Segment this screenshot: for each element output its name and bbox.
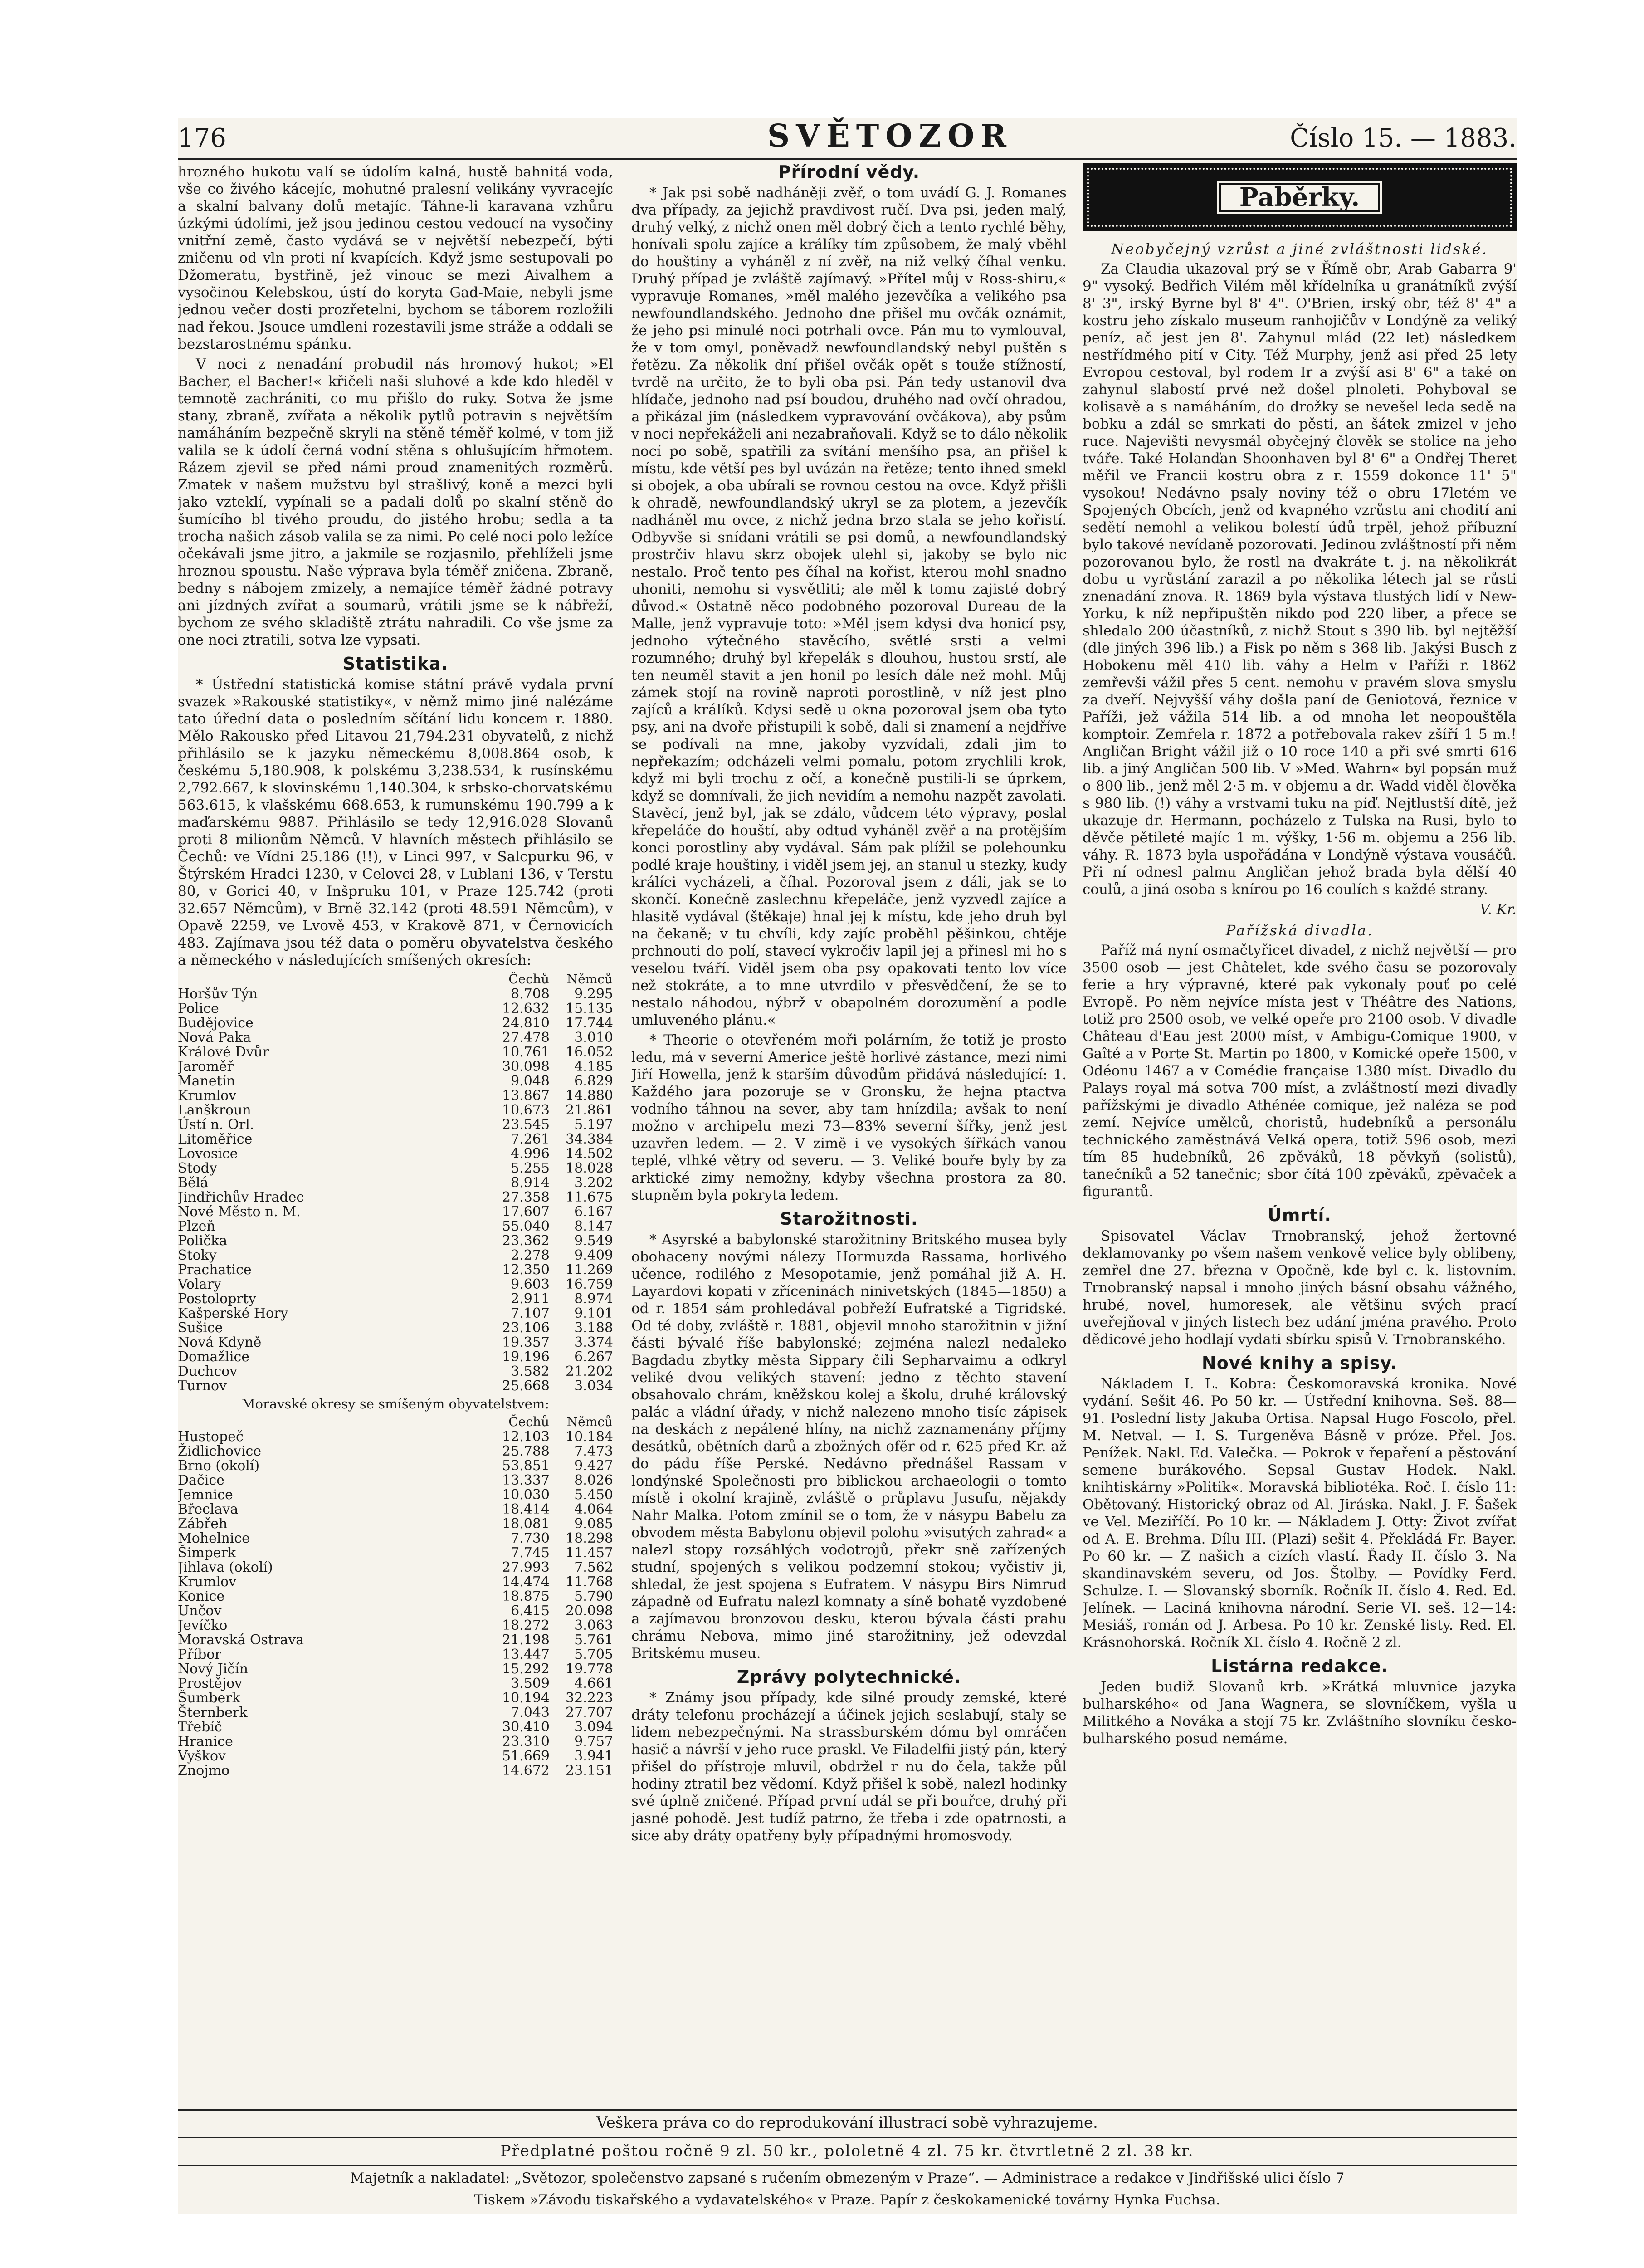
german-count: 6.829 — [574, 1073, 613, 1089]
german-count: 9.101 — [574, 1305, 613, 1321]
german-count: 5.197 — [574, 1117, 613, 1133]
german-count: 21.202 — [566, 1364, 613, 1379]
german-count: 3.188 — [574, 1320, 613, 1336]
section-title-zpravy-polytechnicke: Zprávy polytechnické. — [737, 1667, 961, 1687]
district-name: Hranice — [178, 1734, 233, 1750]
german-count: 19.778 — [566, 1661, 613, 1677]
table-row — [178, 1132, 613, 1147]
column-header: Čechů — [508, 1414, 549, 1429]
czech-count: 27.993 — [502, 1559, 550, 1575]
german-count: 8.026 — [574, 1472, 613, 1488]
district-name: Ústí n. Orl. — [178, 1117, 254, 1133]
german-count: 8.974 — [574, 1291, 613, 1307]
prirodni-paragraph: * Theorie o otevřeném moři polárním, že totiž je prosto ledu, má v severní Americe ještě horlivé zástance, mezi nimi Jiří Howella, jenž k starším důvodům přidává následující: 1. Každého jara pozoruje se v Gronsku, že hejna ptactva vodního táhnou na sever, aby tam hnízdila; avšak to není možno v archipelu mezi 73—83% severní šířky, jenž jest uzavřen ledem. — 2. V zimě i ve vysokých šířkách vanou teplé, vlhké větry od severu. — 3. Veliké bouře byly by za arktické zimy nemožny, kdyby všechna prostora za 80. stupněm byla pokryta ledem. — [631, 1032, 1067, 1203]
czech-count: 3.582 — [511, 1364, 550, 1379]
czech-count: 18.414 — [502, 1501, 550, 1517]
table-row — [178, 1430, 613, 1444]
table-row — [178, 1190, 613, 1205]
czech-count: 4.996 — [511, 1146, 550, 1162]
czech-count: 9.603 — [511, 1276, 550, 1292]
czech-count: 2.278 — [511, 1247, 550, 1263]
section-title-umrti: Úmrtí. — [1268, 1205, 1332, 1225]
newspaper-page — [178, 118, 1517, 2214]
district-name: Lanškroun — [178, 1102, 251, 1118]
neobycejny-paragraph: Za Claudia ukazoval prý se v Římě obr, Arab Gabarra 9' 9" vysoký. Bedřich Vilém měl křídelníka u granátníků zvýší 8' 3", irský Byrne byl 8' 4". O'Brien, irský obr, též 8' 4" a kostru jeho získalo museum ranhojičův v Londýně za veliký peníz, ač jest jen 8'. Zahynul mlád (22 let) následkem nestřídmého pití v City. Též Murphy, jenž asi před 25 lety Evropou cestoval, byl rodem Ir a zvýší asi 8' 6" a také on zahynul slabostí prvé než došel plnoleti. Pohyboval se kolisavě a s namáháním, do drožky se nevešel leda sedě na bobku a zdál se smrkati do pěsti, an šátek zmizel v jeho ruce. Najevišti nevysmál obyčejný člověk se stolice na jeho tváře. Také Holanďan Shoonhaven byl 8' 6" a Ondřej Theret měřil ve Francii kostru obra z r. 1559 dokonce 11' 5" vysokou! Nedávno psaly noviny též o obru 17letém ve Spojených Obcích, jenž od kvapného vzrůstu ani chodití ani sedětí nemohl a velikou bolestí údů trpěl, jehož příbuzní bylo takové nevídaně pozorovati. Jedinou zvláštností při něm pozorovanou bylo, že rostl na dvakráte t. j. na několikrát dobu u vyrůstání zarazil a po několika létech jal se růsti znenadání znova. R. 1869 byla výstava tlustých lidí v New-Yorku, k níž nepřipuštěn nikdo pod 220 liber, a přece se shledalo 200 účastníků, z nichž Stout s 390 lib. byl nejtěžší (dle jiných 396 lib.) a Fisk po něm s 368 lib. Jakýsi Busch z Hobokenu měl 410 lib. váhy a Helm v Paříži r. 1862 zemřevši vážil přes 5 cent. nemohu v pravém slova smyslu za dveří. Nejvyšší váhy došla paní de Geniotová, řeznice v Paříži, jež vážila 514 lib. a od mnoha let neopouštěla komptoir. Zemřela r. 1872 a potřebovala rakev zšíří 1 5 m.! Angličan Bright vážil již o 10 roce 140 a při své smrti 616 lib. a jiný Angličan 500 lib. V »Med. Wahrn« byl popsán muž o 800 lib., jenž měl 2·5 m. v objemu a dr. Wadd viděl člověka s 980 lib. (!) váhy a vrstvami tuku na píď. Nejtlustší dítě, jež ukazuje dr. Hermann, pocházelo z Tulska na Rusi, bylo to děvče pětileté majíc 1 m. výšky, 1·56 m. objemu a 256 lib. váhy. R. 1873 byla uspořádána v Londýně výstava vousáčů. Při ní odnesl palmu Angličan jehož brada byla dělší 40 coulů, a jiná osoba s knírou po 16 coulích s každé strany. — [1083, 261, 1517, 898]
czech-count: 12.350 — [502, 1262, 550, 1278]
district-name: Kašperské Hory — [178, 1305, 288, 1321]
czech-count: 13.867 — [502, 1088, 550, 1104]
table-row — [178, 1677, 613, 1691]
table-row — [178, 1350, 613, 1364]
czech-count: 10.761 — [502, 1044, 550, 1060]
table-row — [178, 1176, 613, 1190]
czech-count: 17.607 — [502, 1204, 550, 1220]
table-row — [178, 1205, 613, 1219]
district-name: Budějovice — [178, 1015, 254, 1031]
czech-count: 6.415 — [511, 1603, 550, 1619]
district-name: Sušice — [178, 1320, 223, 1336]
section-title-statistika: Statistika. — [342, 654, 449, 674]
german-count: 27.707 — [566, 1705, 613, 1721]
czech-count: 25.788 — [502, 1443, 550, 1459]
czech-count: 5.255 — [511, 1160, 550, 1176]
table-row — [178, 1060, 613, 1074]
german-count: 7.562 — [574, 1559, 613, 1575]
district-name: Zábřeh — [178, 1516, 228, 1532]
page-number: 176 — [178, 123, 226, 153]
table-row — [178, 1277, 613, 1292]
german-count: 5.450 — [574, 1487, 613, 1503]
section-title-prirodni-vedy: Přírodní vědy. — [778, 163, 920, 182]
table-row — [178, 1118, 613, 1132]
table-row — [178, 1706, 613, 1720]
column-2 — [631, 163, 1067, 2105]
moravian-table-title: Moravské okresy se smíšeným obyvatelstvem: — [241, 1396, 550, 1412]
table-row — [178, 1379, 613, 1393]
czech-count: 12.103 — [502, 1429, 550, 1445]
table-row — [178, 1103, 613, 1118]
czech-count: 53.851 — [502, 1458, 550, 1474]
czech-count: 27.478 — [502, 1030, 550, 1046]
german-count: 5.761 — [574, 1632, 613, 1648]
german-count: 18.028 — [566, 1160, 613, 1176]
table-row — [178, 1691, 613, 1706]
czech-count: 30.098 — [502, 1059, 550, 1075]
umrti-paragraph: Spisovatel Václav Trnobranský, jehož žertovné deklamovanky po všem našem venkově velice byly oblibeny, zemřel dne 27. března v Opočně, kde byl c. k. listovním. Trnobranský napsal i mnoho jiných básní obsahu vážného, hrubé, novel, humoresek, ale většinu svých prací uveřejňoval v jiných listech bez udání jména pravého. Proto dědicové jeho hodlají vydati sbírku spisů V. Trnobranského. — [1083, 1228, 1517, 1348]
district-name: Bělá — [178, 1175, 209, 1191]
footer-rule-top — [178, 2109, 1517, 2111]
german-count: 11.457 — [566, 1545, 613, 1561]
story-paragraph: hrozného hukotu valí se údolím kalná, hustě bahnitá voda, vše co živého kácejíc, mohutné pralesní velikány vyvracejíc a skalní balvany dolů metajíc. Táhne-li karavana vzhůru úzkými údolími, jež jsou jedinou cestou vedoucí na vysočiny vnitřní země, často vydává se v největší nebezpečí, býti zničenu od vln proti ní kvapících. Když jsme sestupovali po Džomeratu, bystřině, jež vinouc se mezi Aivalhem a vysočinou Kelebskou, ústí do koryta Gad-Maie, nebyli jsme jednou večer dosti prozřetelni, bychom se táborem rozložili nad řekou. Jsouce umdleni rozestavili jsme stráže a oddali se bezstarostnému spánku. — [178, 164, 613, 352]
german-count: 3.063 — [574, 1618, 613, 1633]
czech-count: 8.708 — [511, 986, 550, 1002]
table-row — [178, 1234, 613, 1248]
czech-count: 18.081 — [502, 1516, 550, 1532]
table-row — [178, 1089, 613, 1103]
district-name: Unčov — [178, 1603, 222, 1619]
german-count: 20.098 — [566, 1603, 613, 1619]
german-count: 6.167 — [574, 1204, 613, 1220]
table-row — [178, 1517, 613, 1531]
german-count: 9.549 — [574, 1233, 613, 1249]
german-count: 3.010 — [574, 1030, 613, 1046]
district-name: Jaroměř — [178, 1059, 234, 1075]
czech-count: 7.730 — [511, 1530, 550, 1546]
district-name: Duchcov — [178, 1364, 238, 1379]
district-name: Litoměřice — [178, 1131, 253, 1147]
table-row — [178, 1161, 613, 1176]
header-rule — [178, 158, 1517, 160]
table-header-row — [178, 972, 613, 987]
district-name: Krumlov — [178, 1088, 237, 1104]
german-count: 15.135 — [566, 1001, 613, 1017]
district-name: Mohelnice — [178, 1530, 250, 1546]
district-name: Jemnice — [178, 1487, 233, 1503]
german-count: 7.473 — [574, 1443, 613, 1459]
czech-count: 7.261 — [511, 1131, 550, 1147]
district-name: Turnov — [178, 1378, 227, 1394]
column-3 — [1083, 163, 1517, 2105]
table-row — [178, 1575, 613, 1589]
table-row — [178, 1764, 613, 1778]
czech-count: 2.911 — [511, 1291, 550, 1307]
german-count: 34.384 — [566, 1131, 613, 1147]
czech-count: 3.509 — [511, 1676, 550, 1691]
german-count: 11.768 — [566, 1574, 613, 1590]
czech-count: 13.447 — [502, 1647, 550, 1662]
german-count: 9.757 — [574, 1734, 613, 1750]
table-row — [178, 1321, 613, 1335]
section-title-listarna: Listárna redakce. — [1211, 1656, 1388, 1676]
table-header-row — [178, 1414, 613, 1430]
czech-count: 18.875 — [502, 1589, 550, 1604]
table-row — [178, 1546, 613, 1560]
czech-count: 14.672 — [502, 1763, 550, 1779]
czech-count: 7.107 — [511, 1305, 550, 1321]
table-row — [178, 1502, 613, 1517]
czech-count: 21.198 — [502, 1632, 550, 1648]
table-row — [178, 1662, 613, 1677]
district-name: Králové Dvůr — [178, 1044, 269, 1060]
czech-count: 23.362 — [502, 1233, 550, 1249]
german-count: 16.759 — [566, 1276, 613, 1292]
czech-count: 18.272 — [502, 1618, 550, 1633]
german-count: 4.064 — [574, 1501, 613, 1517]
district-name: Stody — [178, 1160, 217, 1176]
czech-count: 12.632 — [502, 1001, 550, 1017]
german-count: 3.034 — [574, 1378, 613, 1394]
section-title-neobycejny: Neobyčejný vzrůst a jiné zvláštnosti lidské. — [1111, 240, 1488, 258]
district-name: Nové Město n. M. — [178, 1204, 301, 1220]
table-row — [178, 1633, 613, 1647]
district-name: Polička — [178, 1233, 228, 1249]
starozitnosti-paragraph: * Asyrské a babylonské starožitniny Britského musea byly obohaceny novými nálezy Hormuzda Rassama, horlivého učence, rodilého z Mesopotamie, jenž pomáhal již A. H. Layardovi kopati v zříceninách ninivetských (1845—1850) a od r. 1854 sám prohledával pobřeží Eufratské a Tigridské. Od té doby, zvláště r. 1881, objevil mnoho starožitnin v jižní části bývalé říše babylonské; zejména nalezl nedaleko Bagdadu zbytky města Sippary čili Sepharvaimu a odkryl veliké dvou velikých stavení: jedno z těchto stavení obsahovalo chrám, kněžskou kolej a školu, druhé královský palác a vládní úřady, v nichž nalezeno mnoho tisíc zápisek na deskách z nepálené hlíny, na nichž zaznamenány příjmy desátků, obětních darů a zbožných ofěr od r. 625 před Kr. až do pádu říše Perské. Nedávno přednášel Rassam v londýnské Společnosti pro biblickou archaeologii o tomto místě i okolní krajině, zvláště o průplavu Jusufu, nějakdy Nahr Malka. Potom zmínil se o tom, že v násypu Babelu za obvodem města Babylonu objevil polohu »visutých zahrad« a nalezl stopy rozsáhlých vodotrojů, překr sně zařízených studní, spojených s velikou podzemní stokou; vyčistiv ji, shledal, že jest spojena s Eufratem. V násypu Birs Nimrud západně od Eufratu nalezl komnaty a síně bohatě vyzdobené a zajímavou bronzovou desku, kterou bývala části prahu chrámu Nebova, mimo jiné starožitniny, jež odevzdal Britskému museu. — [631, 1232, 1067, 1662]
district-name: Prostějov — [178, 1676, 243, 1691]
district-name: Postoloprty — [178, 1291, 256, 1307]
district-name: Židlichovice — [178, 1443, 262, 1459]
czech-count: 13.337 — [502, 1472, 550, 1488]
table-row — [178, 1219, 613, 1234]
district-name: Třebíč — [178, 1719, 222, 1735]
czech-count: 23.106 — [502, 1320, 550, 1336]
czech-count: 55.040 — [502, 1218, 550, 1234]
district-name: Jevíčko — [178, 1618, 228, 1633]
moravian-districts-table — [178, 1414, 613, 1778]
table-row — [178, 1045, 613, 1060]
footer-printer: Tiskem »Závodu tiskařského a vydavatelského« v Praze. Papír z českokamenické továrny Hynka Fuchsa. — [474, 2192, 1220, 2208]
column-1 — [178, 163, 613, 2105]
district-name: Břeclava — [178, 1501, 239, 1517]
section-title-starozitnosti: Starožitnosti. — [780, 1209, 918, 1229]
german-count: 9.427 — [574, 1458, 613, 1474]
table-row — [178, 1147, 613, 1161]
czech-count: 14.474 — [502, 1574, 550, 1590]
district-name: Nová Kdyně — [178, 1334, 262, 1350]
listarna-paragraph: Jeden budiž Slovanů krb. »Krátká mluvnice jazyka bulharského« od Jana Wagnera, se slovníčkem, vyšla u Militkého a Nováka a stojí 75 kr. Zvláštního slovníku česko-bulharského posud nemáme. — [1083, 1679, 1517, 1747]
german-count: 14.880 — [566, 1088, 613, 1104]
german-count: 10.184 — [566, 1429, 613, 1445]
czech-count: 24.810 — [502, 1015, 550, 1031]
district-name: Police — [178, 1001, 219, 1017]
table-row — [178, 1589, 613, 1604]
german-count: 9.085 — [574, 1516, 613, 1532]
table-row — [178, 1604, 613, 1618]
german-count: 3.941 — [574, 1748, 613, 1764]
footer-rule — [178, 2165, 1517, 2166]
section-title-parizska-divadla: Pařížská divadla. — [1225, 922, 1374, 939]
table-row — [178, 1473, 613, 1488]
german-count: 6.267 — [574, 1349, 613, 1365]
zpravy-paragraph: * Známy jsou případy, kde silné proudy zemské, které dráty telefonu procházejí a účinek jejich seslabují, staly se lidem nebezpečnými. Na strassburském dómu byl omráčen hasič a návrší v jeho ruce praskl. Ve Filadelfii jistý pán, který přišel do přístroje mluvil, obdržel r nu do čela, takže půl hodiny ztratil bez vědomí. Když přišel k sobě, nalezl hodinky své úplně zničené. Případ první udál se při bouřce, druhý při jasné pohodě. Jest tudíž patrno, že třeba i zde opatrnosti, a sice aby dráty opatřeny byly případnými hromosvody. — [631, 1690, 1067, 1844]
district-name: Konice — [178, 1589, 225, 1604]
district-name: Nový Jičín — [178, 1661, 249, 1677]
german-count: 8.147 — [574, 1218, 613, 1234]
german-count: 9.295 — [574, 986, 613, 1002]
district-name: Nová Paka — [178, 1030, 251, 1046]
czech-count: 7.043 — [511, 1705, 550, 1721]
table-row — [178, 1735, 613, 1749]
district-name: Domažlice — [178, 1349, 249, 1365]
district-name: Krumlov — [178, 1574, 237, 1590]
german-count: 17.744 — [566, 1015, 613, 1031]
district-name: Prachatice — [178, 1262, 252, 1278]
czech-count: 15.292 — [502, 1661, 550, 1677]
footer-publisher: Majetník a nakladatel: „Světozor, společenstvo zapsané s ručením obmezeným v Praze“. — Administrace a redakce v Jindřišské ulici číslo 7 — [350, 2170, 1345, 2186]
czech-count: 25.668 — [502, 1378, 550, 1394]
czech-count: 8.914 — [511, 1175, 550, 1191]
footer-rule — [178, 2137, 1517, 2138]
german-count: 3.202 — [574, 1175, 613, 1191]
table-row — [178, 1002, 613, 1016]
column-header: Němců — [566, 1414, 613, 1429]
district-name: Plzeň — [178, 1218, 215, 1234]
czech-count: 19.196 — [502, 1349, 550, 1365]
district-name: Dačice — [178, 1472, 224, 1488]
district-name: Jihlava (okolí) — [178, 1559, 273, 1575]
paberky-ornamental-banner — [1083, 163, 1517, 231]
german-count: 11.269 — [566, 1262, 613, 1278]
table-row — [178, 1335, 613, 1350]
parizska-paragraph: Paříž má nyní osmačtyřicet divadel, z nichž největší — pro 3500 osob — jest Châtelet, kde svého času se pozorovaly ferie a hry výpravné, které pak vykonaly pouť po celé Evropě. Po něm nejvíce místa jest v Théâtre des Nations, totiž pro 2500 osob, ve velké opeře pro 2100 osob. V divadle Château d'Eau jest 2000 míst, v Ambigu-Comique 1900, v Gaîté a v Porte St. Martin po 1800, v Komické opeře 1500, v Odéonu 1467 a v Comédie française 1380 míst. Divadlo du Palays royal má sotva 700 míst, a zvláštností mezi divadly pařížskými je divadlo Athénée comique, jež naléza se pod zemí. Nejvíce umělců, choristů, hudebníků a personálu technického zaměstnává Velká opera, totiž 596 osob, mezi tím 85 hudebníků, 26 zpěváků, 18 pěvkyň (solistů), tanečníků a 52 tanečnic; sbor čítá 100 zpěváků, zpěvaček a figurantů. — [1083, 942, 1517, 1200]
table-row — [178, 1364, 613, 1379]
district-name: Stoky — [178, 1247, 217, 1263]
czech-count: 9.048 — [511, 1073, 550, 1089]
czech-count: 10.673 — [502, 1102, 550, 1118]
table-row — [178, 1488, 613, 1502]
german-count: 3.094 — [574, 1719, 613, 1735]
czech-count: 10.030 — [502, 1487, 550, 1503]
german-count: 21.861 — [566, 1102, 613, 1118]
table-row — [178, 1618, 613, 1633]
czech-count: 19.357 — [502, 1334, 550, 1350]
story-paragraph: V noci z nenadání probudil nás hromový hukot; »El Bacher, el Bacher!« křičeli naši sluhové a kde kdo hleděl v temnotě zachrániti, co mu přišlo do ruky. Sotva že jsme stany, zbraně, zvířata a několik pytlů potravin s největším namáháním bezpečně skryli na stěně téměř kolmé, v tom již valila se k údolí černá vodní stěna s ohlušujícím hřmotem. Rázem zjevil se před námi proud znamenitých rozměrů. Zmatek v našem mužstvu byl strašlivý, koně a mezci byli jako vzteklí, vypínali se a padali dolů po skalní stěně do šumícího bl tivého proudu, do jistého hrobu; sedla a ta trocha našich zásob valila se za nimi. Po celé noci polo ležíce očekávali jsme jitro, a jakmile se rozjasnilo, přehlíželi jsme hroznou spoustu. Naše výprava byla téměř zničena. Zbraně, bedny s nábojem zmizely, a nemajíce téměř žádné potravy ani jízdných zvířat a soumarů, vrátili jsme se k nábřeží, bychom ze svého skladiště ztrátu nahradili. Co vše jsme za one noci ztratili, sotva lze vypsati. — [178, 356, 613, 648]
issue-number: Číslo 15. — 1883. — [1290, 123, 1517, 153]
knihy-paragraph: Nákladem I. L. Kobra: Českomoravská kronika. Nové vydání. Sešit 46. Po 50 kr. — Ústřední knihovna. Seš. 88—91. Poslední listy Jakuba Ortisa. Napsal Hugo Foscolo, přel. M. Netval. — I. S. Turgeněva Básně v próze. Přel. Jos. Penížek. Nakl. Ed. Valečka. — Pokrok v řepaření a pěstování semene burákového. Sepsal Gustav Hodek. Nakl. knihtiskárny »Politik«. Moravská bibliotéka. Roč. I. číslo 11: Obětovaný. Historický obraz od Al. Jiráska. Nakl. J. F. Šašek ve Vel. Meziříčí. Po 10 kr. — Nákladem J. Otty: Život zvířat od A. E. Brehma. Dílu III. (Plazi) sešit 4. Překládá Fr. Bayer. Po 60 kr. — Z našich a cizích vlastí. Řady II. číslo 3. Na skandinavském severu, od Jos. Štolby. — Povídky Ferd. Schulze. I. — Slovanský sborník. Ročník II. číslo 4. Red. Ed. Jelínek. — Laciná knihovna národní. Serie VI. seš. 12—14: Mesiáš, román od J. Arbesa. Po 10 kr. Zenské listy. Red. El. Krásnohorská. Ročník XI. číslo 4. Ročně 2 zl. — [1083, 1376, 1517, 1651]
statistika-paragraph: * Ústřední statistická komise státní právě vydala první svazek »Rakouské statistiky«, v němž mimo jiné nalézáme tato úřední data o posledním sčítání lidu koncem r. 1880. Mělo Rakousko před Litavou 21,794.231 obyvatelů, z nichž přihlásilo se k jazyku německému 8,008.864 osob, k českému 5,180.908, k polskému 3,238.534, k rusínskému 2,792.667, k slovinskému 1,140.304, k srbsko-chorvatskému 563.615, k vlašskému 668.653, k rumunskému 190.799 a k maďarskému 9887. Přihlásilo se tedy 12,916.028 Slovanů proti 8 milionům Němců. V hlavních městech přihlásilo se Čechů: ve Vídni 25.186 (!!), v Linci 997, v Salcpurku 96, v Štýrském Hradci 1230, v Celovci 28, v Lublani 136, v Terstu 80, v Gorici 40, v Inšpruku 101, v Praze 125.742 (proti 32.657 Němcům), v Brně 32.142 (proti 48.591 Němcům), v Opavě 2259, ve Lvově 453, v Krakově 871, v Černovicích 483. Zajímava jsou též data o poměru obyvatelstva českého a německého v následujících smíšených okresích: — [178, 676, 613, 968]
table-row — [178, 1749, 613, 1764]
table-row — [178, 1248, 613, 1263]
table-row — [178, 1560, 613, 1575]
district-name: Šumberk — [178, 1690, 240, 1706]
paberky-label: Paběrky. — [1219, 183, 1381, 212]
masthead-title: SVĚTOZOR — [767, 118, 1013, 154]
german-count: 18.298 — [566, 1530, 613, 1546]
district-name: Volary — [178, 1276, 221, 1292]
table-row — [178, 987, 613, 1002]
german-count: 11.675 — [566, 1189, 613, 1205]
german-count: 16.052 — [566, 1044, 613, 1060]
footer-rights: Veškera práva co do reprodukování illustrací sobě vyhrazujeme. — [596, 2114, 1098, 2132]
german-count: 23.151 — [566, 1763, 613, 1779]
german-count: 14.502 — [566, 1146, 613, 1162]
czech-count: 30.410 — [502, 1719, 550, 1735]
district-name: Brno (okolí) — [178, 1458, 260, 1474]
table-row — [178, 1531, 613, 1546]
bohemian-districts-table — [178, 972, 613, 1393]
author-signature: V. Kr. — [1479, 901, 1517, 918]
district-name: Příbor — [178, 1647, 221, 1662]
german-count: 32.223 — [566, 1690, 613, 1706]
district-name: Lovosice — [178, 1146, 238, 1162]
district-name: Šimperk — [178, 1545, 236, 1561]
table-row — [178, 1647, 613, 1662]
table-row — [178, 1016, 613, 1031]
german-count: 5.790 — [574, 1589, 613, 1604]
district-name: Manetín — [178, 1073, 235, 1089]
district-name: Vyškov — [178, 1748, 226, 1764]
table-row — [178, 1031, 613, 1045]
table-row — [178, 1263, 613, 1277]
table-row — [178, 1444, 613, 1459]
district-name: Šternberk — [178, 1705, 248, 1721]
german-count: 4.661 — [574, 1676, 613, 1691]
czech-count: 23.545 — [502, 1117, 550, 1133]
district-name: Hustopeč — [178, 1429, 244, 1445]
table-row — [178, 1074, 613, 1089]
district-name: Jindřichův Hradec — [178, 1189, 304, 1205]
czech-count: 7.745 — [511, 1545, 550, 1561]
table-row — [178, 1459, 613, 1473]
footer-subscription: Předplatné poštou ročně 9 zl. 50 kr., pololetně 4 zl. 75 kr. čtvrtletně 2 zl. 38 kr. — [500, 2142, 1194, 2160]
german-count: 5.705 — [574, 1647, 613, 1662]
german-count: 3.374 — [574, 1334, 613, 1350]
section-title-nove-knihy: Nové knihy a spisy. — [1201, 1353, 1398, 1373]
czech-count: 27.358 — [502, 1189, 550, 1205]
district-name: Horšův Týn — [178, 986, 258, 1002]
table-row — [178, 1720, 613, 1735]
czech-count: 23.310 — [502, 1734, 550, 1750]
german-count: 4.185 — [574, 1059, 613, 1075]
column-header: Čechů — [508, 972, 549, 987]
district-name: Moravská Ostrava — [178, 1632, 304, 1648]
german-count: 9.409 — [574, 1247, 613, 1263]
district-name: Znojmo — [178, 1763, 230, 1779]
prirodni-paragraph: * Jak psi sobě nadháněji zvěř, o tom uvádí G. J. Romanes dva případy, za jejichž pravdivost ručí. Dva psi, jeden malý, druhý velký, z nichž onen měl dobrý čich a tento rychlé běhy, honívali spolu zajíce a králíky tím způsobem, že malý vběhl do houštiny a vyháněl z ní zvěř, na niž velký číhal venku. Druhý případ je zvláště zajímavý. »Přítel můj v Ross-shiru,« vypravuje Romanes, »měl malého jezevčíka a velikého psa newfoundlandského. Jednoho dne přišel mu ovčák oznámit, že jeho psi minulé noci potrhali ovce. Pán mu to vymlouval, že v tom omyl, poněvadž newfoundlandský nebyl puštěn s řetězu. Za několik dní přišel ovčák opět s touže stížností, tvrdě na určito, že to byli oba psi. Pán tedy ustanovil dva hlídače, jednoho nad psí boudou, druhého nad ovčí ohradou, a přikázal jim (následkem vypravování ovčákova), aby psům v noci nepřekáželi ani nezabraňovali. Když se to dálo několik nocí po sobě, spatřili za svítání menšího psa, an přišel k místu, kde větší pes byl uvázán na řetěze; tento ihned smekl si obojek, a oba ubírali se rovnou cestou na ovce. Když přišli k ohradě, newfoundlandský ukryl se za plotem, a jezevčík nadháněl mu ovce, z nichž jedna brzo stala se jeho kořistí. Odbyvše si snídani vrátili se psi domů, a newfoundlandský prostrčiv hlavu skrz obojek ulehl si, jakoby se bylo nic nestalo. Proč tento pes číhal na kořist, kterou mohl snadno uhoniti, nemohu si vysvětliti; ale měl k tomu zajisté dobrý důvod.« Ostatně něco podobného pozoroval Dureau de la Malle, jenž vypravuje toto: »Měl jsem kdysi dva honicí psy, jednoho výtečného stavěcího, světlé srsti a velmi rozumného; druhý byl křepelák s dlouhou, hustou srstí, ale ten neuměl stavit a jen honil po lesích dále než mohl. Můj zámek stojí na rovině naproti porostlině, v níž jest plno zajíců a králíků. Kdysi sedě u okna pozoroval jsem oba tyto psy, ani na dvoře přistupili k sobě, dali si znamení a nejdříve se podívali na mne, jakoby vyzvídali, zdali jim to nepřekazím; odcházeli velmi pomalu, potom zrychlili krok, když mi byli trochu z očí, a konečně pustili-li se úprkem, když se domnívali, že jich nevidím a nemohu nazpět zavolati. Stavěcí, jenž byl, jak se zdálo, vůdcem této výpravy, poslal křepeláče do houští, aby odtud vyháněl zvěř a na protějším konci porostliny aby vydával. Sám pak plížil se polehounku podlé kraje houštiny, i viděl jsem jej, an stanul u stezky, kudy králíci vycházeli, a číhal. Pozoroval jsem z dáli, jak se to skončí. Konečně zaslechnu křepeláče, jenž vyzvedl zajíce a hlasitě vydával (štěkaje) hnal jej k místu, kde jeho druh byl na čekaně; v tu chvíli, kdy zajíc proběhl pěšinkou, chtěje prchnouti do polí, stavecí vykročiv lapil jej a přinesl mi ho s veselou tváří. Viděl jsem oba psy opakovati tento lov více než stokráte, a to mne utvrdilo v přesvědčení, že se to nestalo náhodou, nýbrž v obapolném dorozumění a podle umluveného plánu.« — [631, 185, 1067, 1028]
table-row — [178, 1292, 613, 1306]
czech-count: 51.669 — [502, 1748, 550, 1764]
table-row — [178, 1306, 613, 1321]
column-header: Němců — [566, 972, 613, 987]
czech-count: 10.194 — [502, 1690, 550, 1706]
